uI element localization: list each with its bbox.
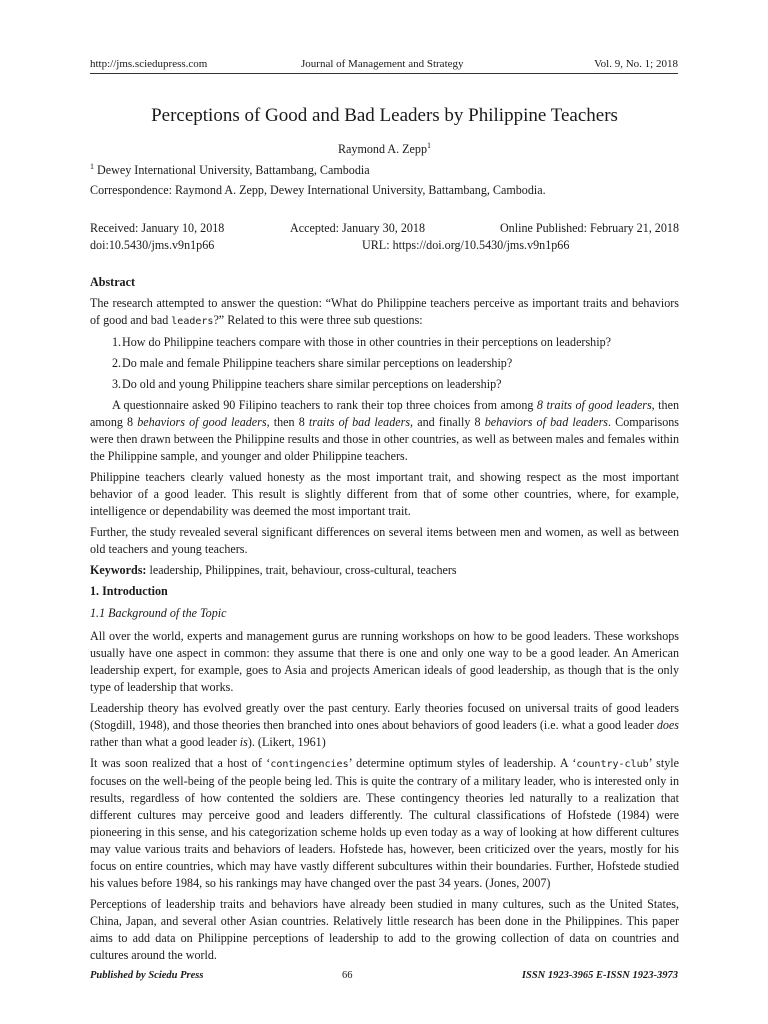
abstract-intro: The research attempted to answer the question: “What do Philippine teachers perceive as important traits and behaviors of good and bad leaders?” Related to this were three sub questions:: [90, 296, 679, 327]
keywords-label: Keywords:: [90, 563, 147, 577]
page-footer: [90, 970, 678, 984]
accepted-date: Accepted: January 30, 2018: [290, 221, 426, 235]
author-name: Raymond A. Zepp: [337, 142, 427, 156]
published-date: Online Published: February 21, 2018: [499, 221, 679, 235]
volume-info: Vol. 9, No. 1; 2018: [594, 58, 678, 70]
intro-paragraph-1: All over the world, experts and management gurus are running workshops on how to be good leaders. These workshops usually have one aspect in common: they assume that there is one and only one way to be a good leader. An American leadership expert, for example, goes to Asia and projects American ideals of good leadership, as though that is the only type of leadership that works.: [90, 629, 679, 694]
received-date: Received: January 10, 2018: [90, 221, 225, 235]
list-item: 3. Do old and young Philippine teachers share similar perceptions on leadership?: [112, 377, 502, 391]
affiliation-text: Dewey International University, Battambang, Cambodia: [97, 163, 370, 177]
intro-paragraph-4: Perceptions of leadership traits and behaviors have already been studied in many cultures, such as the United States, China, Japan, and several other Asian countries. Relatively little research has been done in the Philippines. This paper aims to add data on Philippine perceptions of leadership to add to the growing collection of data on countries and cultures around the world.: [90, 897, 679, 962]
affiliation-sup: 1: [90, 161, 94, 171]
doi-url[interactable]: URL: https://doi.org/10.5430/jms.v9n1p66: [362, 238, 570, 252]
research-questions: [90, 334, 679, 393]
affiliation: [90, 162, 679, 179]
correspondence: Correspondence: Raymond A. Zepp, Dewey International University, Battambang, Cambodia.: [90, 183, 546, 197]
list-item: 1. How do Philippine teachers compare with those in other countries in their perceptions on leadership?: [112, 335, 611, 349]
doi-row: [90, 237, 679, 254]
abstract-heading: Abstract: [90, 275, 136, 289]
journal-url[interactable]: http://jms.sciedupress.com: [90, 58, 208, 70]
author-line: [90, 141, 679, 158]
intro-paragraph-3: It was soon realized that a host of ‘contingencies’ determine optimum styles of leadership. A ‘country-club’ style focuses on the well-being of the people being led. This is quite the contrary of a military leader, who is interested only in results, regardless of how contented the soldiers are. These contingency theories led naturally to a realization that different cultures may perceive good and leaders differently. The cultural classifications of Hofstede (1984) were pioneering in this sense, and his categorization scheme holds up even today as a way of looking at how different cultures may value various traits and behaviors of leaders. Hofstede has, however, been criticized over the years, mostly for his focus on entire countries, which may have vastly different subcultures within their boundaries. Further, Hofstede studied his values before 1984, so his rankings may have changed over the past 34 years. (Jones, 2007): [90, 756, 680, 890]
paper-title: Perceptions of Good and Bad Leaders by Philippine Teachers: [151, 105, 618, 126]
page-number: 66: [342, 970, 353, 981]
issn: ISSN 1923-3965 E-ISSN 1923-3973: [521, 970, 678, 981]
list-item: 2. Do male and female Philippine teachers share similar perceptions on leadership?: [112, 356, 513, 370]
keywords: Keywords: leadership, Philippines, trait, behaviour, cross-cultural, teachers: [90, 563, 457, 577]
subsection-heading: 1.1 Background of the Topic: [90, 606, 227, 620]
abstract-differences: Further, the study revealed several significant differences on several items between men and women, as well as between old teachers and young teachers.: [90, 525, 679, 556]
abstract-results: Philippine teachers clearly valued honesty as the most important trait, and showing respect as the most important behavior of a good leader. This result is slightly different from that of some other countries, where, for example, intelligence or dependability was deemed the most important trait.: [90, 470, 679, 518]
section-heading-introduction: 1. Introduction: [90, 584, 168, 598]
dates-row: [90, 220, 679, 237]
doi[interactable]: doi:10.5430/jms.v9n1p66: [90, 238, 215, 252]
article-body: [90, 104, 679, 968]
abstract-method: A questionnaire asked 90 Filipino teachers to rank their top three choices from among 8 traits of good leaders, then among 8 behaviors of good leaders, then 8 traits of bad leaders, and finally 8 behaviors of bad leaders. Comparisons were then drawn between the Philippine results and those in other countries, as well as between males and females within the Philippine sample, and younger and older Philippine teachers.: [90, 398, 679, 463]
intro-paragraph-2: Leadership theory has evolved greatly over the past century. Early theories focused on universal traits of good leaders (Stogdill, 1948), and those theories then branched into ones about behaviors of good leaders (i.e. what a good leader does rather than what a good leader is). (Likert, 1961): [90, 701, 679, 749]
running-header: [90, 57, 678, 74]
journal-name: Journal of Management and Strategy: [301, 58, 464, 70]
publisher: Published by Sciedu Press: [90, 970, 204, 981]
author-sup: 1: [427, 140, 431, 150]
